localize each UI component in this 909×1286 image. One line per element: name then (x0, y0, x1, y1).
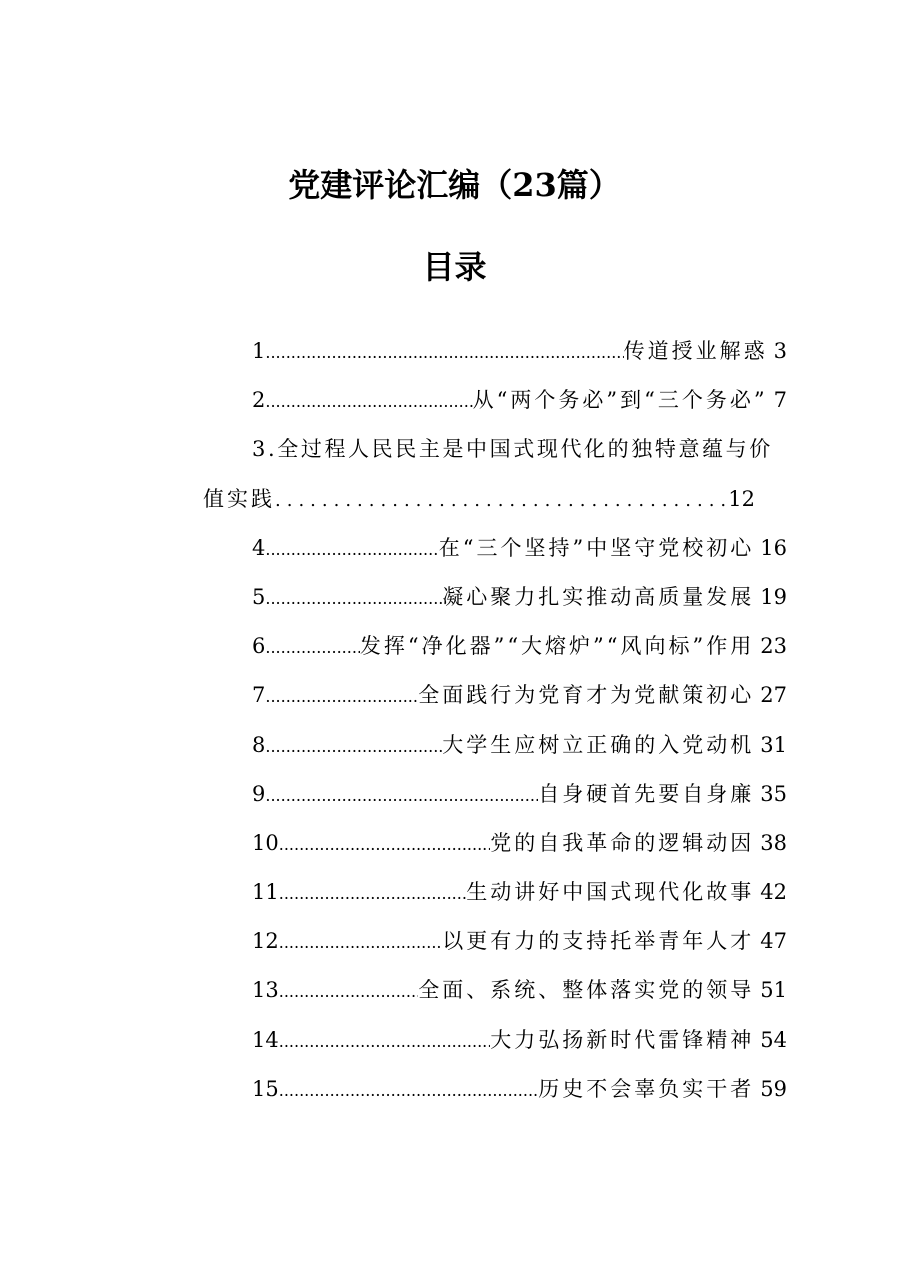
toc-entry-title: 全过程人民民主是中国式现代化的独特意蕴与价 (277, 437, 773, 462)
toc-entry-page: 35 (760, 781, 787, 806)
toc-entry-page: 3 (773, 339, 787, 363)
toc-entry-title-line1 (203, 425, 787, 474)
toc-entry-title: 全面践行为党育才为党献策初心 (418, 683, 755, 708)
toc-entry-number: 1 (252, 339, 266, 363)
toc-entry-title: 从“两个务必”到“三个务必” (472, 388, 768, 413)
toc-leader-dots (265, 672, 418, 721)
toc-entry-page: 16 (760, 535, 787, 560)
toc-entry-number: 2 (252, 388, 266, 413)
toc-entry-page: 47 (760, 929, 787, 954)
toc-entry-page: 23 (760, 634, 787, 659)
toc-leader-dots (279, 820, 491, 869)
toc-entry-page: 51 (760, 978, 787, 1003)
toc-entry-7[interactable] (203, 671, 787, 720)
toc-entry-title: 自身硬首先要自身廉 (538, 781, 755, 806)
toc-entry-number: 11 (252, 880, 279, 905)
toc-entry-number: 15 (252, 1076, 279, 1101)
toc-entry-number: 5 (252, 584, 266, 609)
toc-entry-number: 9 (252, 781, 266, 806)
toc-entry-title: 历史不会辜负实干者 (538, 1076, 755, 1101)
toc-leader-dots (279, 869, 467, 918)
toc-leader-dots (265, 328, 623, 377)
toc-entry-title: 大力弘扬新时代雷锋精神 (490, 1027, 755, 1052)
toc-entry-title: 在“三个坚持”中坚守党校初心 (438, 535, 755, 560)
toc-leader-dots (279, 1017, 491, 1066)
toc-entry-title: 传道授业解惑 (623, 339, 768, 363)
toc-leader-dots (265, 525, 438, 574)
document-title: 党建评论汇编（23篇） (288, 166, 621, 204)
toc-entry-page: 54 (760, 1027, 787, 1052)
toc-entry-9[interactable] (203, 770, 787, 819)
toc-entry-title: 党的自我革命的逻辑动因 (490, 830, 755, 855)
toc-entry-number: 7 (252, 683, 266, 708)
toc-entry-number: 3. (252, 437, 278, 462)
toc-entry-14[interactable] (203, 1016, 787, 1065)
toc-entry-number: 12 (252, 929, 279, 954)
toc-entry-15[interactable] (203, 1065, 787, 1114)
toc-entry-title-line2 (203, 475, 755, 524)
toc-entry-title: 以更有力的支持托举青年人才 (442, 929, 755, 954)
toc-entry-title: 全面、系统、整体落实党的领导 (418, 978, 755, 1003)
toc-entry-13[interactable] (203, 966, 787, 1015)
toc-leader-dots (265, 377, 472, 426)
toc-entry-2[interactable] (203, 376, 787, 425)
toc-entry-number: 14 (252, 1027, 279, 1052)
toc-entry-11[interactable] (203, 868, 787, 917)
toc-entry-page: 19 (760, 584, 787, 609)
toc-entry-page: 27 (760, 683, 787, 708)
table-of-contents (203, 327, 787, 1114)
toc-leader-dots (265, 623, 359, 672)
toc-entry-page: 7 (773, 388, 787, 413)
toc-entry-6[interactable] (203, 622, 787, 671)
toc-entry-number: 8 (252, 732, 266, 757)
toc-entry-title-continued: 值实践 (203, 486, 275, 511)
toc-entry-title: 发挥“净化器”“大熔炉”“风向标”作用 (359, 634, 755, 659)
toc-entry-title: 生动讲好中国式现代化故事 (466, 880, 755, 905)
toc-leader-dots (265, 574, 442, 623)
toc-entry-number: 4 (252, 535, 266, 560)
toc-entry-title: 大学生应树立正确的入党动机 (442, 732, 755, 757)
toc-entry-5[interactable] (203, 573, 787, 622)
toc-leader-dots (265, 771, 538, 820)
toc-entry-number: 13 (252, 978, 279, 1003)
toc-entry-page: 59 (760, 1076, 787, 1101)
toc-leader-dots (265, 722, 442, 771)
toc-entry-3[interactable] (203, 425, 787, 523)
toc-leader-dots (279, 1066, 539, 1115)
toc-leader-dots (275, 476, 728, 525)
toc-entry-page: 38 (760, 830, 787, 855)
toc-heading: 目录 (422, 248, 487, 286)
toc-entry-page: 31 (760, 732, 787, 757)
toc-leader-dots (279, 918, 443, 967)
toc-entry-page: 42 (760, 880, 787, 905)
toc-entry-10[interactable] (203, 819, 787, 868)
toc-entry-title: 凝心聚力扎实推动高质量发展 (442, 584, 755, 609)
toc-entry-number: 10 (252, 830, 279, 855)
toc-entry-8[interactable] (203, 721, 787, 770)
toc-entry-1[interactable] (203, 327, 787, 376)
toc-entry-page: 12 (728, 486, 755, 511)
toc-entry-number: 6 (252, 634, 266, 659)
toc-entry-4[interactable] (203, 524, 787, 573)
toc-leader-dots (279, 967, 419, 1016)
toc-entry-12[interactable] (203, 917, 787, 966)
